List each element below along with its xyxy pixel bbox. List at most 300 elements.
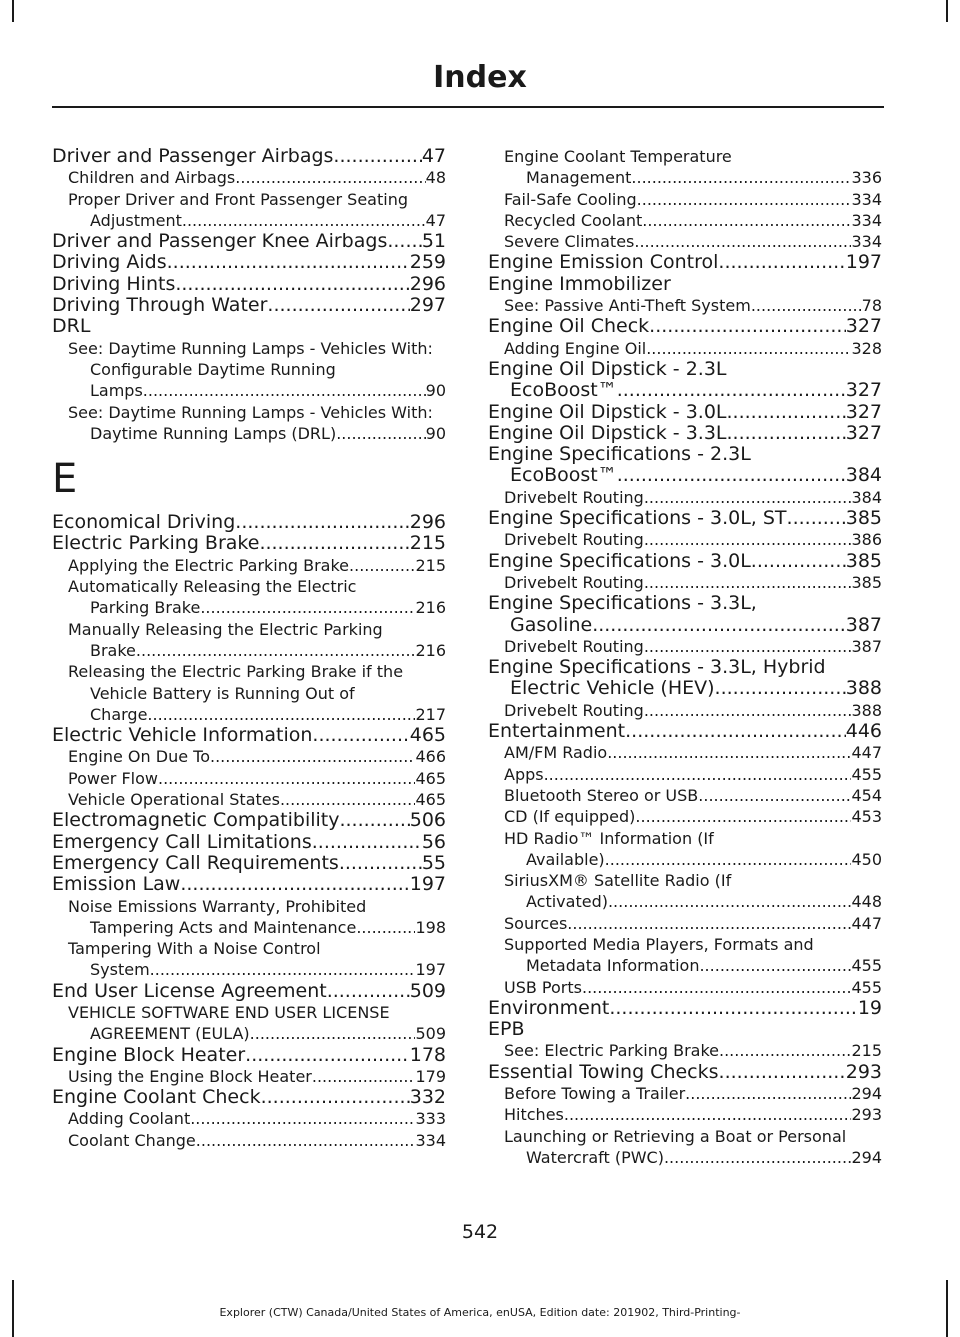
dot-leader (339, 853, 422, 874)
index-entry-group (488, 870, 882, 913)
entry-page: 455 (851, 977, 882, 997)
dot-leader (607, 742, 851, 763)
entry-title: Lamps (90, 381, 143, 401)
dot-leader (642, 210, 851, 231)
entry-title: Adding Coolant (68, 1109, 191, 1129)
entry-page: 56 (421, 830, 446, 853)
dot-leader (617, 380, 846, 401)
index-entry (52, 167, 446, 188)
index-entry (52, 789, 446, 810)
entry-title: Essential Towing Checks (488, 1060, 719, 1083)
entry-title: Driver and Passenger Knee Airbags (52, 230, 388, 253)
index-entry-group (488, 657, 882, 700)
entry-title-line: Automatically Releasing the Electric (68, 577, 357, 597)
index-entry-group (52, 619, 446, 662)
index-entry-group (52, 1002, 446, 1045)
entry-title: Drivebelt Routing (504, 700, 644, 720)
index-entry (488, 402, 882, 423)
index-entry (52, 1023, 446, 1044)
entry-page: 465 (409, 724, 446, 747)
entry-title-line: Noise Emissions Warranty, Prohibited (68, 896, 367, 916)
entry-title: Severe Climates (504, 232, 635, 252)
index-entry (488, 487, 882, 508)
index-entry (488, 167, 882, 188)
entry-page: 384 (851, 487, 882, 507)
entry-page: 197 (409, 873, 446, 896)
index-entry (52, 533, 446, 554)
index-entry (488, 380, 882, 401)
dot-leader (634, 231, 851, 252)
entry-title: Using the Engine Block Heater (68, 1066, 312, 1086)
index-entry (488, 742, 882, 763)
entry-title-line: VEHICLE SOFTWARE END USER LICENSE (68, 1002, 390, 1022)
dot-leader (567, 913, 851, 934)
dot-leader (387, 231, 421, 252)
entry-page: 446 (845, 720, 882, 743)
entry-page: 216 (415, 598, 446, 618)
entry-title: EcoBoost™ (510, 379, 617, 402)
dot-leader (143, 380, 426, 401)
index-heading: Engine Immobilizer (488, 272, 671, 295)
entry-page: 455 (851, 956, 882, 976)
index-entry (52, 252, 446, 273)
entry-title: Driving Through Water (52, 294, 268, 317)
dot-leader (180, 874, 409, 895)
entry-title: EcoBoost™ (510, 464, 617, 487)
entry-title: Drivebelt Routing (504, 636, 644, 656)
index-entry (488, 529, 882, 550)
index-entry (52, 597, 446, 618)
dot-leader (644, 487, 852, 508)
entry-page: 455 (851, 764, 882, 784)
entry-title: Metadata Information (526, 956, 700, 976)
entry-title: Watercraft (PWC) (526, 1147, 664, 1167)
dot-leader (312, 832, 422, 853)
entry-title: Emergency Call Limitations (52, 830, 312, 853)
dot-leader (609, 998, 857, 1019)
entry-title-line: Engine Oil Dipstick - 2.3L (488, 357, 727, 380)
entry-title: Entertainment (488, 720, 626, 743)
entry-title: Adding Engine Oil (504, 338, 647, 358)
index-entry-group (488, 828, 882, 871)
dot-leader (637, 189, 852, 210)
entry-page: 385 (845, 549, 882, 572)
index-entry (52, 981, 446, 1002)
entry-title-line: Manually Releasing the Electric Parking (68, 619, 383, 639)
entry-page: 217 (415, 704, 446, 724)
entry-page: 294 (851, 1084, 882, 1104)
index-entry (488, 465, 882, 486)
index-entry (52, 210, 446, 231)
dot-leader (235, 167, 425, 188)
entry-title-line: Releasing the Electric Parking Brake if the (68, 662, 404, 682)
entry-title: Engine Oil Check (488, 315, 650, 338)
entry-page: 465 (415, 768, 446, 788)
index-entry (488, 678, 882, 699)
entry-title: Engine On Due To (68, 747, 210, 767)
entry-title-line: Engine Specifications - 2.3L (488, 443, 751, 466)
dot-leader (564, 1104, 852, 1125)
dot-leader (715, 678, 846, 699)
index-entry (488, 551, 882, 572)
entry-title: Available) (526, 849, 605, 869)
index-entry-group (52, 402, 446, 445)
index-entry (52, 380, 446, 401)
index-column-left (52, 146, 446, 1151)
index-entry (488, 423, 882, 444)
index-entry (52, 704, 446, 725)
entry-page: 384 (845, 464, 882, 487)
section-letter: E (52, 456, 78, 503)
index-entry (52, 746, 446, 767)
index-entry (52, 146, 446, 167)
index-entry (488, 636, 882, 657)
entry-page: 388 (845, 677, 882, 700)
dot-leader (147, 704, 415, 725)
entry-title: Engine Specifications - 3.0L, ST (488, 507, 787, 530)
entry-title: Fail-Safe Cooling (504, 189, 637, 209)
entry-page: 454 (851, 785, 882, 805)
dot-leader (617, 465, 846, 486)
entry-page: 466 (415, 747, 446, 767)
entry-title: Children and Airbags (68, 168, 236, 188)
entry-title-line: Proper Driver and Front Passenger Seating (68, 189, 408, 209)
dot-leader (190, 1108, 415, 1129)
index-heading: EPB (488, 1018, 525, 1041)
index-entry (52, 917, 446, 938)
entry-page: 47 (425, 210, 446, 230)
page-title: Index (433, 60, 527, 95)
index-entry (52, 295, 446, 316)
entry-page: 215 (851, 1041, 882, 1061)
index-entry-group (488, 593, 882, 636)
dot-leader (631, 167, 851, 188)
entry-page: 78 (861, 296, 882, 316)
entry-title: Driver and Passenger Airbags (52, 145, 334, 167)
entry-title-line: SiriusXM® Satellite Radio (If (504, 871, 732, 891)
entry-title-line: Tampering With a Noise Control (68, 939, 321, 959)
index-entry-group (52, 938, 446, 981)
entry-title: See: Passive Anti-Theft System (504, 296, 751, 316)
entry-page: 386 (851, 530, 882, 550)
index-entry (52, 832, 446, 853)
entry-page: 509 (415, 1024, 446, 1044)
index-entry (488, 189, 882, 210)
entry-page: 336 (851, 168, 882, 188)
index-entry (52, 231, 446, 252)
entry-page: 509 (409, 979, 446, 1002)
index-entry (488, 316, 882, 337)
dot-leader (349, 555, 415, 576)
dot-leader (267, 295, 409, 316)
entry-title: Electric Vehicle Information (52, 724, 313, 747)
dot-leader (718, 252, 845, 273)
index-entry (52, 1108, 446, 1129)
entry-title: Engine Oil Dipstick - 3.3L (488, 421, 727, 444)
entry-page: 293 (851, 1105, 882, 1125)
entry-title: Coolant Change (68, 1130, 196, 1150)
index-entry (52, 959, 446, 980)
index-entry (52, 874, 446, 895)
entry-title: Activated) (526, 892, 608, 912)
index-entry (488, 955, 882, 976)
dot-leader (608, 891, 851, 912)
entry-page: 197 (415, 960, 446, 980)
entry-title: Engine Coolant Check (52, 1086, 261, 1109)
entry-title: Sources (504, 913, 568, 933)
entry-page: 334 (851, 210, 882, 230)
entry-title: Engine Oil Dipstick - 3.0L (488, 400, 727, 423)
entry-title: Vehicle Operational States (68, 790, 280, 810)
entry-page: 385 (845, 507, 882, 530)
entry-title: Power Flow (68, 768, 158, 788)
entry-page: 328 (851, 338, 882, 358)
index-entry (52, 423, 446, 444)
dot-leader (649, 316, 846, 337)
index-entry-group (52, 338, 446, 402)
entry-page: 387 (845, 613, 882, 636)
dot-leader (312, 1066, 416, 1087)
entry-page: 197 (845, 251, 882, 274)
index-entry (488, 295, 882, 316)
entry-title: AM/FM Radio (504, 743, 608, 763)
dot-leader (719, 1062, 846, 1083)
dot-leader (625, 721, 846, 742)
entry-title: Daytime Running Lamps (DRL) (90, 423, 337, 443)
dot-leader (685, 1083, 851, 1104)
dot-leader (699, 955, 851, 976)
crop-mark-top-right (946, 0, 948, 22)
index-entry-group (52, 896, 446, 939)
dot-leader (787, 508, 846, 529)
entry-title: Drivebelt Routing (504, 572, 644, 592)
index-entry (488, 806, 882, 827)
index-entry (488, 998, 882, 1019)
index-entry-group (488, 1126, 882, 1169)
page-number: 542 (461, 1221, 499, 1243)
entry-title-line: See: Daytime Running Lamps - Vehicles With: (68, 402, 433, 422)
entry-title: Management (526, 168, 632, 188)
index-entry (52, 1066, 446, 1087)
index-entry-group (52, 576, 446, 619)
entry-page: 450 (851, 849, 882, 869)
entry-title: Applying the Electric Parking Brake (68, 555, 350, 575)
index-entry (488, 1062, 882, 1083)
entry-page: 385 (851, 572, 882, 592)
index-entry (488, 721, 882, 742)
dot-leader (136, 640, 416, 661)
entry-title: Emergency Call Requirements (52, 851, 339, 874)
dot-leader (751, 551, 846, 572)
entry-title: Tampering Acts and Maintenance (90, 917, 357, 937)
entry-page: 327 (845, 421, 882, 444)
index-entry (488, 849, 882, 870)
index-heading: DRL (52, 315, 91, 338)
entry-title: Gasoline (510, 613, 593, 636)
dot-leader (210, 746, 415, 767)
index-entry (488, 508, 882, 529)
index-entry (488, 231, 882, 252)
dot-leader (644, 572, 852, 593)
dot-leader (751, 295, 862, 316)
entry-page: 90 (425, 423, 446, 443)
entry-title: Bluetooth Stereo or USB (504, 785, 699, 805)
dot-leader (327, 981, 410, 1002)
index-column-right (488, 146, 882, 1168)
entry-title: Apps (504, 764, 544, 784)
entry-title-line: Engine Coolant Temperature (504, 147, 732, 166)
index-entry (52, 1130, 446, 1151)
entry-title: Recycled Coolant (504, 210, 643, 230)
entry-page: 215 (409, 532, 446, 555)
entry-page: 198 (415, 917, 446, 937)
entry-title: Driving Hints (52, 272, 176, 295)
entry-page: 447 (851, 913, 882, 933)
index-entry (52, 810, 446, 831)
entry-title: AGREEMENT (EULA) (90, 1024, 250, 1044)
dot-leader (336, 423, 425, 444)
dot-leader (245, 1045, 410, 1066)
index-entry-group (52, 661, 446, 725)
index-entry (488, 572, 882, 593)
index-entry (488, 700, 882, 721)
entry-title: Engine Emission Control (488, 251, 719, 274)
dot-leader (719, 1040, 851, 1061)
entry-page: 453 (851, 807, 882, 827)
index-entry (488, 252, 882, 273)
entry-title-line: Vehicle Battery is Running Out of (90, 683, 355, 703)
entry-page: 19 (857, 996, 882, 1019)
entry-page: 327 (845, 379, 882, 402)
index-entry-group (488, 444, 882, 487)
dot-leader (635, 806, 851, 827)
entry-page: 334 (851, 189, 882, 209)
index-entry-group (488, 359, 882, 402)
index-entry-group (488, 146, 882, 189)
entry-page: 332 (409, 1086, 446, 1109)
dot-leader (333, 146, 421, 167)
index-entry (488, 785, 882, 806)
index-entry (52, 640, 446, 661)
entry-page: 48 (425, 168, 446, 188)
index-entry (52, 555, 446, 576)
entry-title: Engine Specifications - 3.0L (488, 549, 751, 572)
entry-title-line: Supported Media Players, Formats and (504, 934, 814, 954)
entry-title: Charge (90, 704, 148, 724)
entry-page: 297 (409, 294, 446, 317)
entry-page: 51 (421, 230, 446, 253)
entry-page: 333 (415, 1109, 446, 1129)
index-entry (488, 764, 882, 785)
entry-page: 296 (409, 511, 446, 534)
entry-title: Electric Parking Brake (52, 532, 260, 555)
index-entry (488, 977, 882, 998)
entry-page: 293 (845, 1060, 882, 1083)
entry-title: USB Ports (504, 977, 582, 997)
dot-leader (727, 423, 846, 444)
entry-page: 327 (845, 400, 882, 423)
dot-leader (727, 402, 846, 423)
entry-title: Hitches (504, 1105, 564, 1125)
entry-title: Parking Brake (90, 598, 201, 618)
entry-page: 47 (421, 145, 446, 167)
dot-leader (644, 636, 852, 657)
dot-leader (312, 725, 409, 746)
entry-page: 296 (409, 272, 446, 295)
dot-leader (280, 789, 416, 810)
crop-mark-top-left (12, 0, 14, 22)
dot-leader (158, 768, 415, 789)
index-entry (488, 913, 882, 934)
dot-leader (182, 210, 426, 231)
dot-leader (644, 529, 852, 550)
entry-title: See: Electric Parking Brake (504, 1041, 719, 1061)
index-entry (52, 768, 446, 789)
entry-page: 447 (851, 743, 882, 763)
index-entry (488, 891, 882, 912)
index-entry (52, 1045, 446, 1066)
index-entry (488, 615, 882, 636)
index-entry-group (488, 934, 882, 977)
entry-title: Drivebelt Routing (504, 487, 644, 507)
entry-page: 179 (415, 1066, 446, 1086)
index-entry (52, 725, 446, 746)
index-entry (52, 1087, 446, 1108)
entry-title: Drivebelt Routing (504, 530, 644, 550)
dot-leader (605, 849, 852, 870)
entry-page: 294 (851, 1147, 882, 1167)
dot-leader (339, 810, 409, 831)
dot-leader (698, 785, 851, 806)
entry-title-line: HD Radio™ Information (If (504, 828, 714, 848)
entry-title: Emission Law (52, 873, 181, 896)
index-entry-group (52, 189, 446, 232)
entry-page: 465 (415, 790, 446, 810)
index-entry (488, 210, 882, 231)
dot-leader (150, 959, 416, 980)
entry-page: 334 (415, 1130, 446, 1150)
dot-leader (167, 252, 410, 273)
entry-title-line: Configurable Daytime Running (90, 359, 336, 379)
entry-title: Electric Vehicle (HEV) (510, 677, 715, 700)
footer-text: Explorer (CTW) Canada/United States of America, enUSA, Edition date: 201902, Third-Printing- (219, 1306, 741, 1319)
entry-page: 506 (409, 809, 446, 832)
entry-title: Electromagnetic Compatibility (52, 809, 340, 832)
entry-page: 55 (421, 851, 446, 874)
entry-page: 327 (845, 315, 882, 338)
entry-title: Economical Driving (52, 511, 236, 534)
index-entry (52, 274, 446, 295)
index-entry (488, 1040, 882, 1061)
index-entry (52, 853, 446, 874)
entry-title-line: Engine Specifications - 3.3L, Hybrid (488, 656, 826, 679)
index-entry (488, 1147, 882, 1168)
dot-leader (250, 1023, 416, 1044)
entry-page: 216 (415, 640, 446, 660)
dot-leader (356, 917, 415, 938)
entry-page: 90 (425, 381, 446, 401)
entry-title-line: Engine Specifications - 3.3L, (488, 592, 757, 615)
dot-leader (592, 615, 846, 636)
entry-title: System (90, 960, 150, 980)
index-entry (488, 1104, 882, 1125)
entry-title: CD (If equipped) (504, 807, 636, 827)
entry-title: Before Towing a Trailer (504, 1084, 686, 1104)
entry-title: End User License Agreement (52, 979, 327, 1002)
dot-leader (646, 338, 851, 359)
entry-title: Engine Block Heater (52, 1043, 246, 1066)
entry-title: Adjustment (90, 210, 182, 230)
